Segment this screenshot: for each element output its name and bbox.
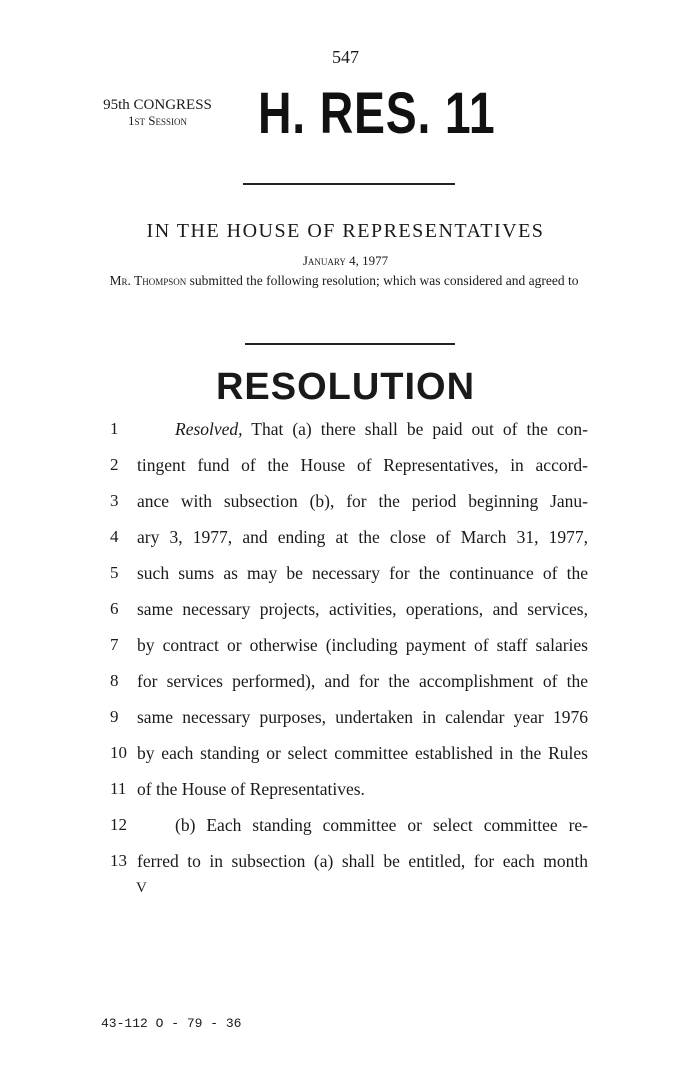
text-line	[108, 455, 588, 491]
line-number: 10	[110, 743, 127, 762]
line-number: 1	[110, 419, 119, 438]
line-text: by contract or otherwise (including payment of staff salaries	[137, 635, 588, 655]
line-number: 7	[110, 635, 119, 654]
text-line	[108, 635, 588, 671]
resolution-title: RESOLUTION	[215, 366, 476, 408]
line-text: ance with subsection (b), for the period beginning Janu-	[137, 491, 588, 511]
page-number: 547	[332, 47, 359, 67]
congress: 95th CONGRESS	[103, 97, 212, 113]
congress-session	[100, 98, 215, 128]
line-number: 11	[110, 779, 127, 798]
text-line	[108, 671, 588, 707]
line-number: 8	[110, 671, 119, 690]
date: January 4, 1977	[302, 253, 389, 268]
submission-note	[105, 273, 583, 289]
text-line	[108, 779, 588, 815]
bill-number: H. RES. 11	[258, 81, 496, 146]
chamber-heading: IN THE HOUSE OF REPRESENTATIVES	[146, 220, 545, 242]
line-text: same necessary purposes, undertaken in calendar year 1976	[137, 707, 588, 727]
sponsor: Mr. Thompson	[109, 273, 187, 288]
text-line	[108, 527, 588, 563]
text-line	[108, 815, 588, 851]
text-line	[108, 743, 588, 779]
line-number: 6	[110, 599, 119, 618]
divider	[245, 343, 455, 345]
text-line	[108, 599, 588, 635]
line-number: 5	[110, 563, 119, 582]
text-line	[108, 707, 588, 743]
text-line	[108, 563, 588, 599]
line-number: 2	[110, 455, 119, 474]
line-text: ary 3, 1977, and ending at the close of March 31, 1977,	[137, 527, 588, 547]
text-line	[108, 419, 588, 455]
line-text: tingent fund of the House of Representatives, in accord-	[137, 455, 588, 475]
line-text: such sums as may be necessary for the continuance of the	[137, 563, 588, 583]
line-text: (b) Each standing committee or select committee re-	[175, 815, 588, 835]
text-line	[108, 491, 588, 527]
line-text: for services performed), and for the accomplishment of the	[137, 671, 588, 691]
line-number: 4	[110, 527, 119, 546]
line-text: Resolved, That (a) there shall be paid out of the con-	[175, 419, 588, 439]
line-text: by each standing or select committee established in the Rules	[137, 743, 588, 763]
text-line	[108, 851, 588, 887]
line-text: of the House of Representatives.	[137, 779, 365, 799]
session: 1st Session	[128, 113, 187, 128]
print-code: 43-112 O - 79 - 36	[101, 1016, 242, 1031]
line-text: same necessary projects, activities, operations, and services,	[137, 599, 588, 619]
submission-text: submitted the following resolution; which was considered and agreed to	[189, 273, 579, 288]
line-number: 12	[110, 815, 127, 834]
divider	[243, 183, 455, 185]
line-number: 3	[110, 491, 119, 510]
v-mark: V	[136, 880, 147, 896]
line-number: 9	[110, 707, 119, 726]
line-number: 13	[110, 851, 127, 870]
line-text: ferred to in subsection (a) shall be entitled, for each month	[137, 851, 588, 871]
